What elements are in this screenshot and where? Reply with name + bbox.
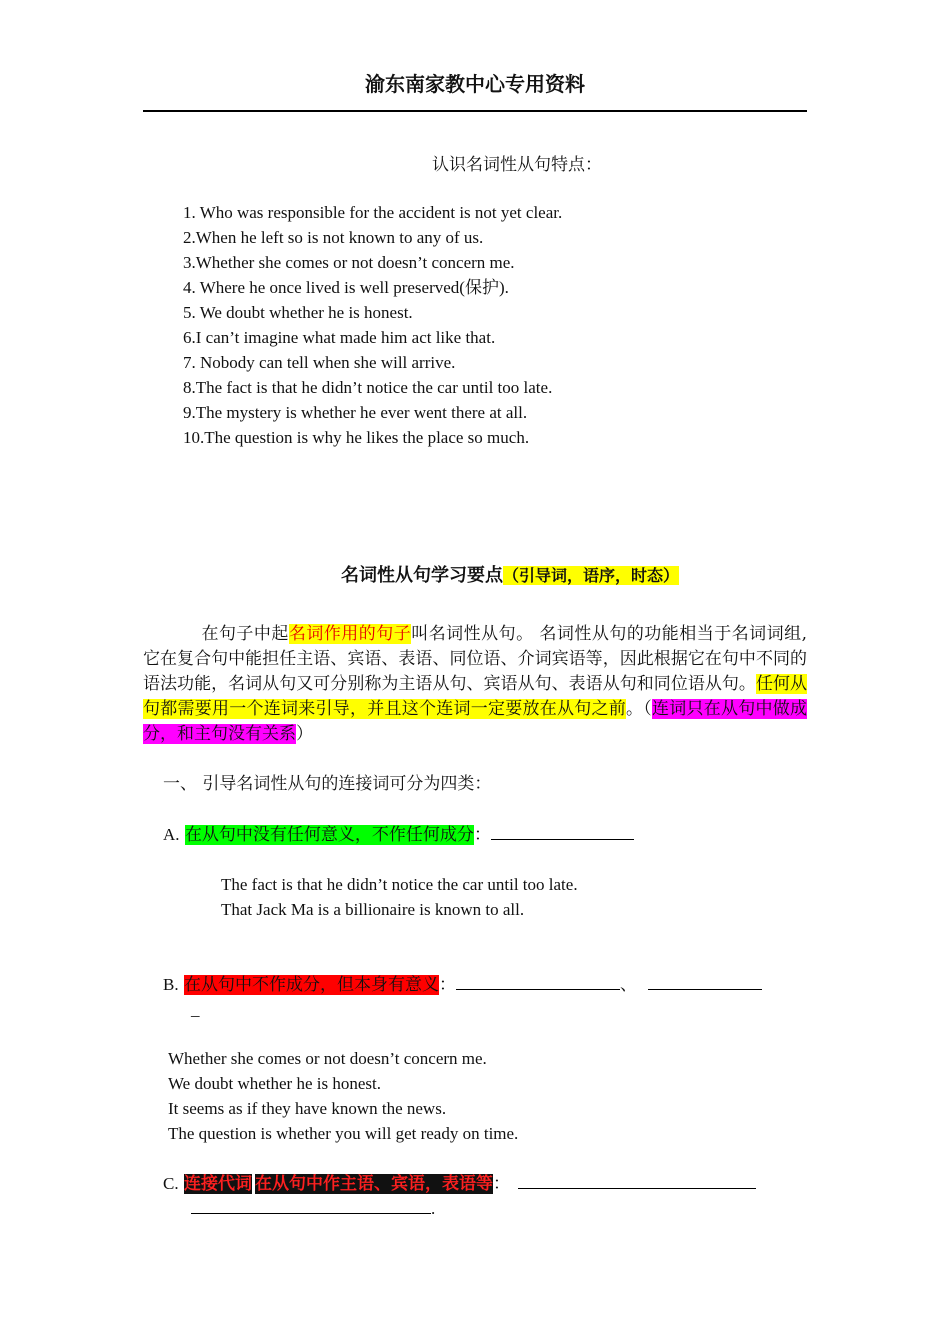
- para-text: 。（: [626, 699, 652, 719]
- part-c-line: [163, 1171, 756, 1197]
- header-divider: [143, 110, 807, 112]
- page-header-title: 渝东南家教中心专用资料: [365, 72, 585, 96]
- part-a-blank: [491, 825, 634, 840]
- highlight-conjunction-rule: 任何从句都需要用一个连词来引导，并且这个连词一定要放在从句之前: [143, 674, 808, 719]
- part-b-separator: 、: [620, 975, 637, 995]
- list-item: 5. We doubt whether he is honest.: [183, 303, 413, 322]
- part-b-example: It seems as if they have known the news.: [168, 1099, 447, 1118]
- part-a-highlight: 在从句中没有任何意义，不作任何成分: [184, 825, 474, 845]
- part-c-end: .: [431, 1199, 436, 1218]
- para-text: ）: [296, 724, 313, 744]
- part-c-blank-2: [191, 1199, 431, 1214]
- list-item: 9.The mystery is whether he ever went there at all.: [183, 403, 528, 422]
- para-text: 叫名词性从句。 名词性从句的功能相当于名词词组, 它在复合句中能担任主语、宾语、表语、同位语、介词宾语等，因此根据它在句中不同的语法功能，名词从句又可分别称为主语从句、宾语从句、表语从句和同位语从句。: [143, 624, 808, 694]
- intro-example-list: [183, 200, 562, 450]
- part-b-example: Whether she comes or not doesn’t concern me.: [168, 1049, 487, 1068]
- part-b-line: [163, 972, 762, 998]
- list-item: 6.I can’t imagine what made him act like that.: [183, 328, 496, 347]
- part-c-blank-1: [518, 1174, 756, 1189]
- list-item: 8.The fact is that he didn’t notice the car until too late.: [183, 378, 553, 397]
- part-a-example: The fact is that he didn’t notice the car until too late.: [221, 875, 578, 894]
- part-b-example: We doubt whether he is honest.: [168, 1074, 381, 1093]
- part-b-tail: _: [191, 1000, 200, 1019]
- part-b-label: B.: [163, 975, 179, 994]
- part-c-label: C.: [163, 1174, 179, 1193]
- definition-paragraph: [143, 622, 807, 747]
- part-b-colon: ：: [439, 975, 456, 995]
- part-a-line: [163, 822, 634, 848]
- part-b-blank-2: [648, 975, 762, 990]
- list-item: 4. Where he once lived is well preserved(保护).: [183, 278, 509, 297]
- part-b-blank-1: [456, 975, 620, 990]
- part-b-example: The question is whether you will get ready on time.: [168, 1124, 519, 1143]
- part-c-colon: ：: [493, 1174, 510, 1194]
- part-b-highlight: 在从句中不作成分，但本身有意义: [184, 975, 439, 995]
- list-item: 3.Whether she comes or not doesn’t concern me.: [183, 253, 515, 272]
- section-title: [341, 561, 679, 587]
- para-text: 在句子中起: [201, 624, 289, 644]
- list-item: 2.When he left so is not known to any of us.: [183, 228, 484, 247]
- list-item: 7. Nobody can tell when she will arrive.: [183, 353, 456, 372]
- part-c-highlight-1: 连接代词: [184, 1174, 252, 1194]
- part-a-example: That Jack Ma is a billionaire is known to all.: [221, 900, 525, 919]
- highlight-conjunction-note: 连词只在从句中做成分，和主句没有关系: [143, 699, 807, 744]
- highlight-noun-role: 名词作用的句子: [288, 624, 412, 644]
- part1-heading: 一、 引导名词性从句的连接词可分为四类：: [163, 774, 492, 794]
- section-title-main: 名词性从句学习要点: [341, 565, 503, 586]
- intro-title: 认识名词性从句特点：: [432, 155, 602, 175]
- part-c-line-2: [191, 1196, 435, 1222]
- part-a-colon: ：: [473, 825, 491, 845]
- section-title-sub: （引导词，语序，时态）: [503, 566, 680, 585]
- list-item: 10.The question is why he likes the place so much.: [183, 428, 530, 447]
- part-c-highlight-2: 在从句中作主语、宾语，表语等: [255, 1174, 493, 1194]
- list-item: 1. Who was responsible for the accident is not yet clear.: [183, 203, 563, 222]
- part-a-label: A.: [163, 825, 180, 844]
